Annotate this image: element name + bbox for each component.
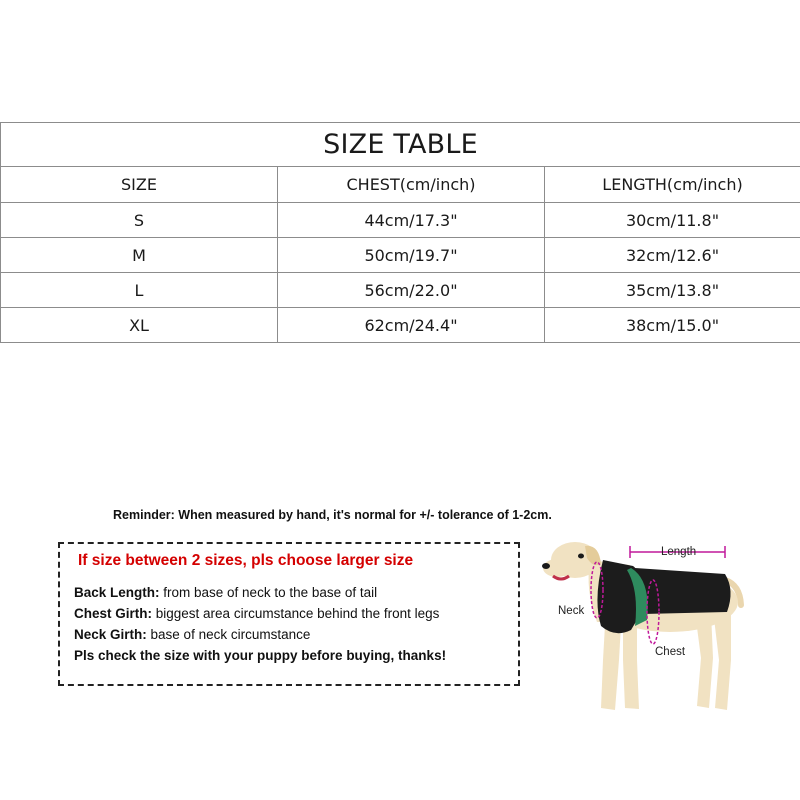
chest-cell: 56cm/22.0" bbox=[278, 273, 545, 308]
neck-girth-desc: base of neck circumstance bbox=[146, 627, 311, 642]
closing-text: Pls check the size with your puppy before buying, thanks! bbox=[74, 648, 447, 663]
length-label: Length bbox=[661, 546, 697, 558]
chest-girth-line bbox=[74, 606, 439, 621]
length-cell: 35cm/13.8" bbox=[545, 273, 800, 308]
size-cell: S bbox=[1, 203, 278, 238]
back-length-line bbox=[74, 585, 377, 600]
length-cell: 38cm/15.0" bbox=[545, 308, 800, 343]
tolerance-reminder: Reminder: When measured by hand, it's normal for +/- tolerance of 1-2cm. bbox=[113, 508, 552, 522]
chest-cell: 44cm/17.3" bbox=[278, 203, 545, 238]
size-cell: XL bbox=[1, 308, 278, 343]
table-row bbox=[1, 308, 800, 343]
table-title: SIZE TABLE bbox=[1, 123, 800, 167]
header-chest: CHEST(cm/inch) bbox=[278, 167, 545, 203]
neck-label: Neck bbox=[558, 605, 585, 617]
length-cell: 30cm/11.8" bbox=[545, 203, 800, 238]
dog-wearing-vest-illustration bbox=[535, 530, 800, 730]
chest-cell: 62cm/24.4" bbox=[278, 308, 545, 343]
chest-label: Chest bbox=[655, 646, 686, 658]
dog-measurement-diagram bbox=[535, 530, 800, 730]
size-table bbox=[0, 122, 800, 343]
table-row bbox=[1, 203, 800, 238]
back-length-desc: from base of neck to the base of tail bbox=[159, 585, 378, 600]
table-row bbox=[1, 238, 800, 273]
neck-girth-term: Neck Girth: bbox=[74, 627, 147, 642]
chest-cell: 50cm/19.7" bbox=[278, 238, 545, 273]
size-advice-headline: If size between 2 sizes, pls choose larger size bbox=[78, 552, 414, 569]
table-row bbox=[1, 273, 800, 308]
length-cell: 32cm/12.6" bbox=[545, 238, 800, 273]
back-length-term: Back Length: bbox=[74, 585, 160, 600]
neck-girth-line bbox=[74, 627, 310, 642]
size-cell: M bbox=[1, 238, 278, 273]
closing-line bbox=[74, 648, 446, 663]
header-length: LENGTH(cm/inch) bbox=[545, 167, 800, 203]
size-cell: L bbox=[1, 273, 278, 308]
chest-girth-desc: biggest area circumstance behind the front legs bbox=[152, 606, 440, 621]
table-title-row bbox=[1, 123, 800, 167]
table-header-row bbox=[1, 167, 800, 203]
chest-girth-term: Chest Girth: bbox=[74, 606, 153, 621]
measurement-note-box bbox=[58, 542, 520, 686]
header-size: SIZE bbox=[1, 167, 278, 203]
